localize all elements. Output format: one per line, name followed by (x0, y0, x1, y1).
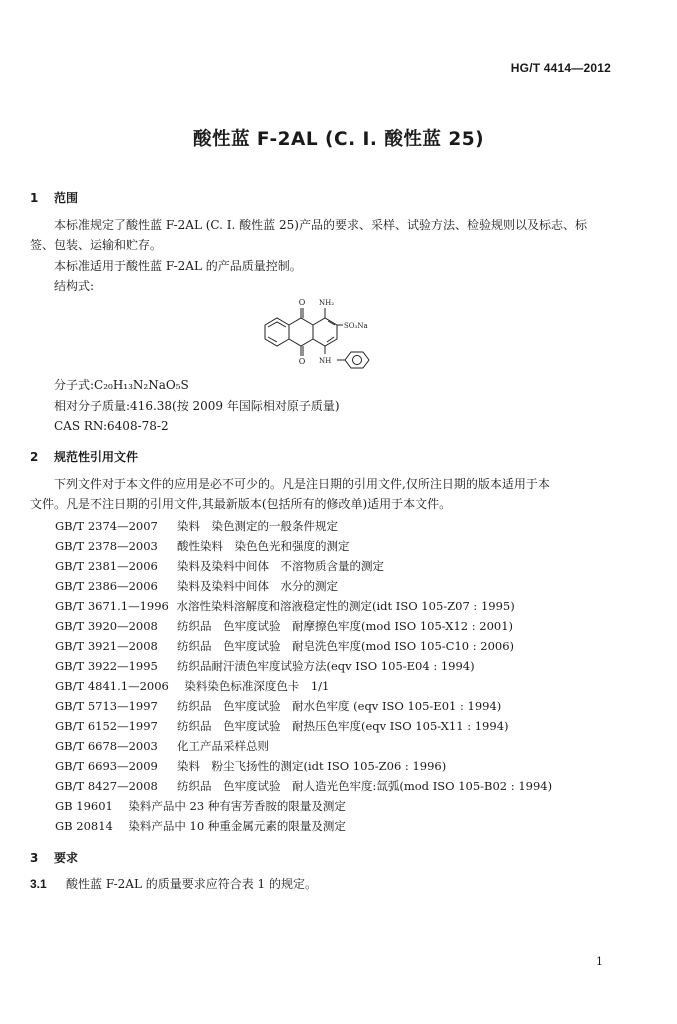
standard-code: HG/T 4414—2012 (510, 61, 611, 75)
references-intro-line1: 下列文件对于本文件的应用是必不可少的。凡是注日期的引用文件,仅所注日期的版本适用于本 (54, 477, 550, 491)
molecular-formula: 分子式:C₂₀H₁₃N₂NaO₅S (54, 378, 189, 392)
reference-item: GB/T 3921—2008 纺织品 色牢度试验 耐皂洗色牢度(mod ISO 105-C10 : 2006) (55, 639, 515, 653)
reference-item: GB/T 2381—2006 染料及染料中间体 不溶物质含量的测定 (55, 559, 384, 573)
reference-item: GB/T 6693—2009 染料 粉尘飞扬性的测定(idt ISO 105-Z06 : 1996) (55, 759, 447, 773)
cas-number: CAS RN:6408-78-2 (54, 419, 169, 433)
middle-ring (289, 318, 313, 346)
section-3-heading (30, 849, 78, 866)
section-1-heading (30, 189, 78, 206)
reference-item: GB/T 8427—2008 纺织品 色牢度试验 耐人造光色牢度:氙弧(mod ISO 105-B02 : 1994) (55, 779, 553, 793)
structure-o-top: O (298, 298, 306, 307)
reference-item: GB/T 6152—1997 纺织品 色牢度试验 耐热压色牢度(eqv ISO 105-X11 : 1994) (55, 719, 509, 733)
applicability-paragraph: 本标准适用于酸性蓝 F-2AL 的产品质量控制。 (54, 259, 302, 273)
reference-item: GB/T 6678—2003 化工产品采样总则 (55, 739, 269, 753)
reference-item: GB 20814 染料产品中 10 种重金属元素的限量及测定 (55, 819, 346, 833)
reference-item: GB/T 2378—2003 酸性染料 染色色光和强度的测定 (55, 539, 350, 553)
scope-paragraph-line1: 本标准规定了酸性蓝 F-2AL (C. I. 酸性蓝 25)产品的要求、采样、试验方法、检验规则以及标志、标 (54, 218, 587, 232)
subsection-text: 酸性蓝 F-2AL 的质量要求应符合表 1 的规定。 (66, 877, 318, 891)
page-number: 1 (596, 955, 603, 968)
structure-nh2: NH₂ (319, 299, 335, 307)
reference-item: GB/T 3671.1—1996 水溶性染料溶解度和溶液稳定性的测定(idt ISO 105-Z07 : 1995) (55, 599, 515, 613)
reference-item: GB 19601 染料产品中 23 种有害芳香胺的限量及测定 (55, 799, 346, 813)
molecular-mass: 相对分子质量:416.38(按 2009 年国际相对原子质量) (54, 399, 340, 413)
reference-item: GB/T 3922—1995 纺织品耐汗渍色牢度试验方法(eqv ISO 105-E04 : 1994) (55, 659, 475, 673)
section-2-heading (30, 448, 138, 465)
reference-item: GB/T 2386—2006 染料及染料中间体 水分的测定 (55, 579, 338, 593)
phenyl-ring (345, 352, 369, 368)
document-title: 酸性蓝 F-2AL (C. I. 酸性蓝 25) (192, 129, 485, 150)
structure-o-bottom: O (298, 357, 306, 366)
structure-label: 结构式: (54, 279, 95, 293)
section-number: 3 (30, 851, 39, 865)
structure-nh: NH (319, 357, 332, 365)
right-ring (313, 318, 337, 346)
section-title: 要求 (54, 851, 79, 865)
structural-formula (255, 292, 375, 382)
requirement-3-1 (30, 874, 612, 894)
section-title: 规范性引用文件 (54, 450, 139, 464)
section-number: 1 (30, 191, 39, 205)
scope-paragraph-line2: 签、包装、运输和贮存。 (30, 238, 163, 252)
reference-item: GB/T 3920—2008 纺织品 色牢度试验 耐摩擦色牢度(mod ISO 105-X12 : 2001) (55, 619, 514, 633)
references-intro-line2: 文件。凡是不注日期的引用文件,其最新版本(包括所有的修改单)适用于本文件。 (30, 497, 452, 511)
section-title: 范围 (54, 191, 79, 205)
section-number: 2 (30, 450, 39, 464)
structure-so3na: SO₃Na (344, 322, 368, 330)
reference-item: GB/T 5713—1997 纺织品 色牢度试验 耐水色牢度 (eqv ISO 105-E01 : 1994) (55, 699, 502, 713)
reference-item: GB/T 2374—2007 染料 染色测定的一般条件规定 (55, 519, 338, 533)
subsection-number: 3.1 (30, 877, 47, 891)
reference-item: GB/T 4841.1—2006 染料染色标准深度色卡 1/1 (55, 679, 330, 693)
